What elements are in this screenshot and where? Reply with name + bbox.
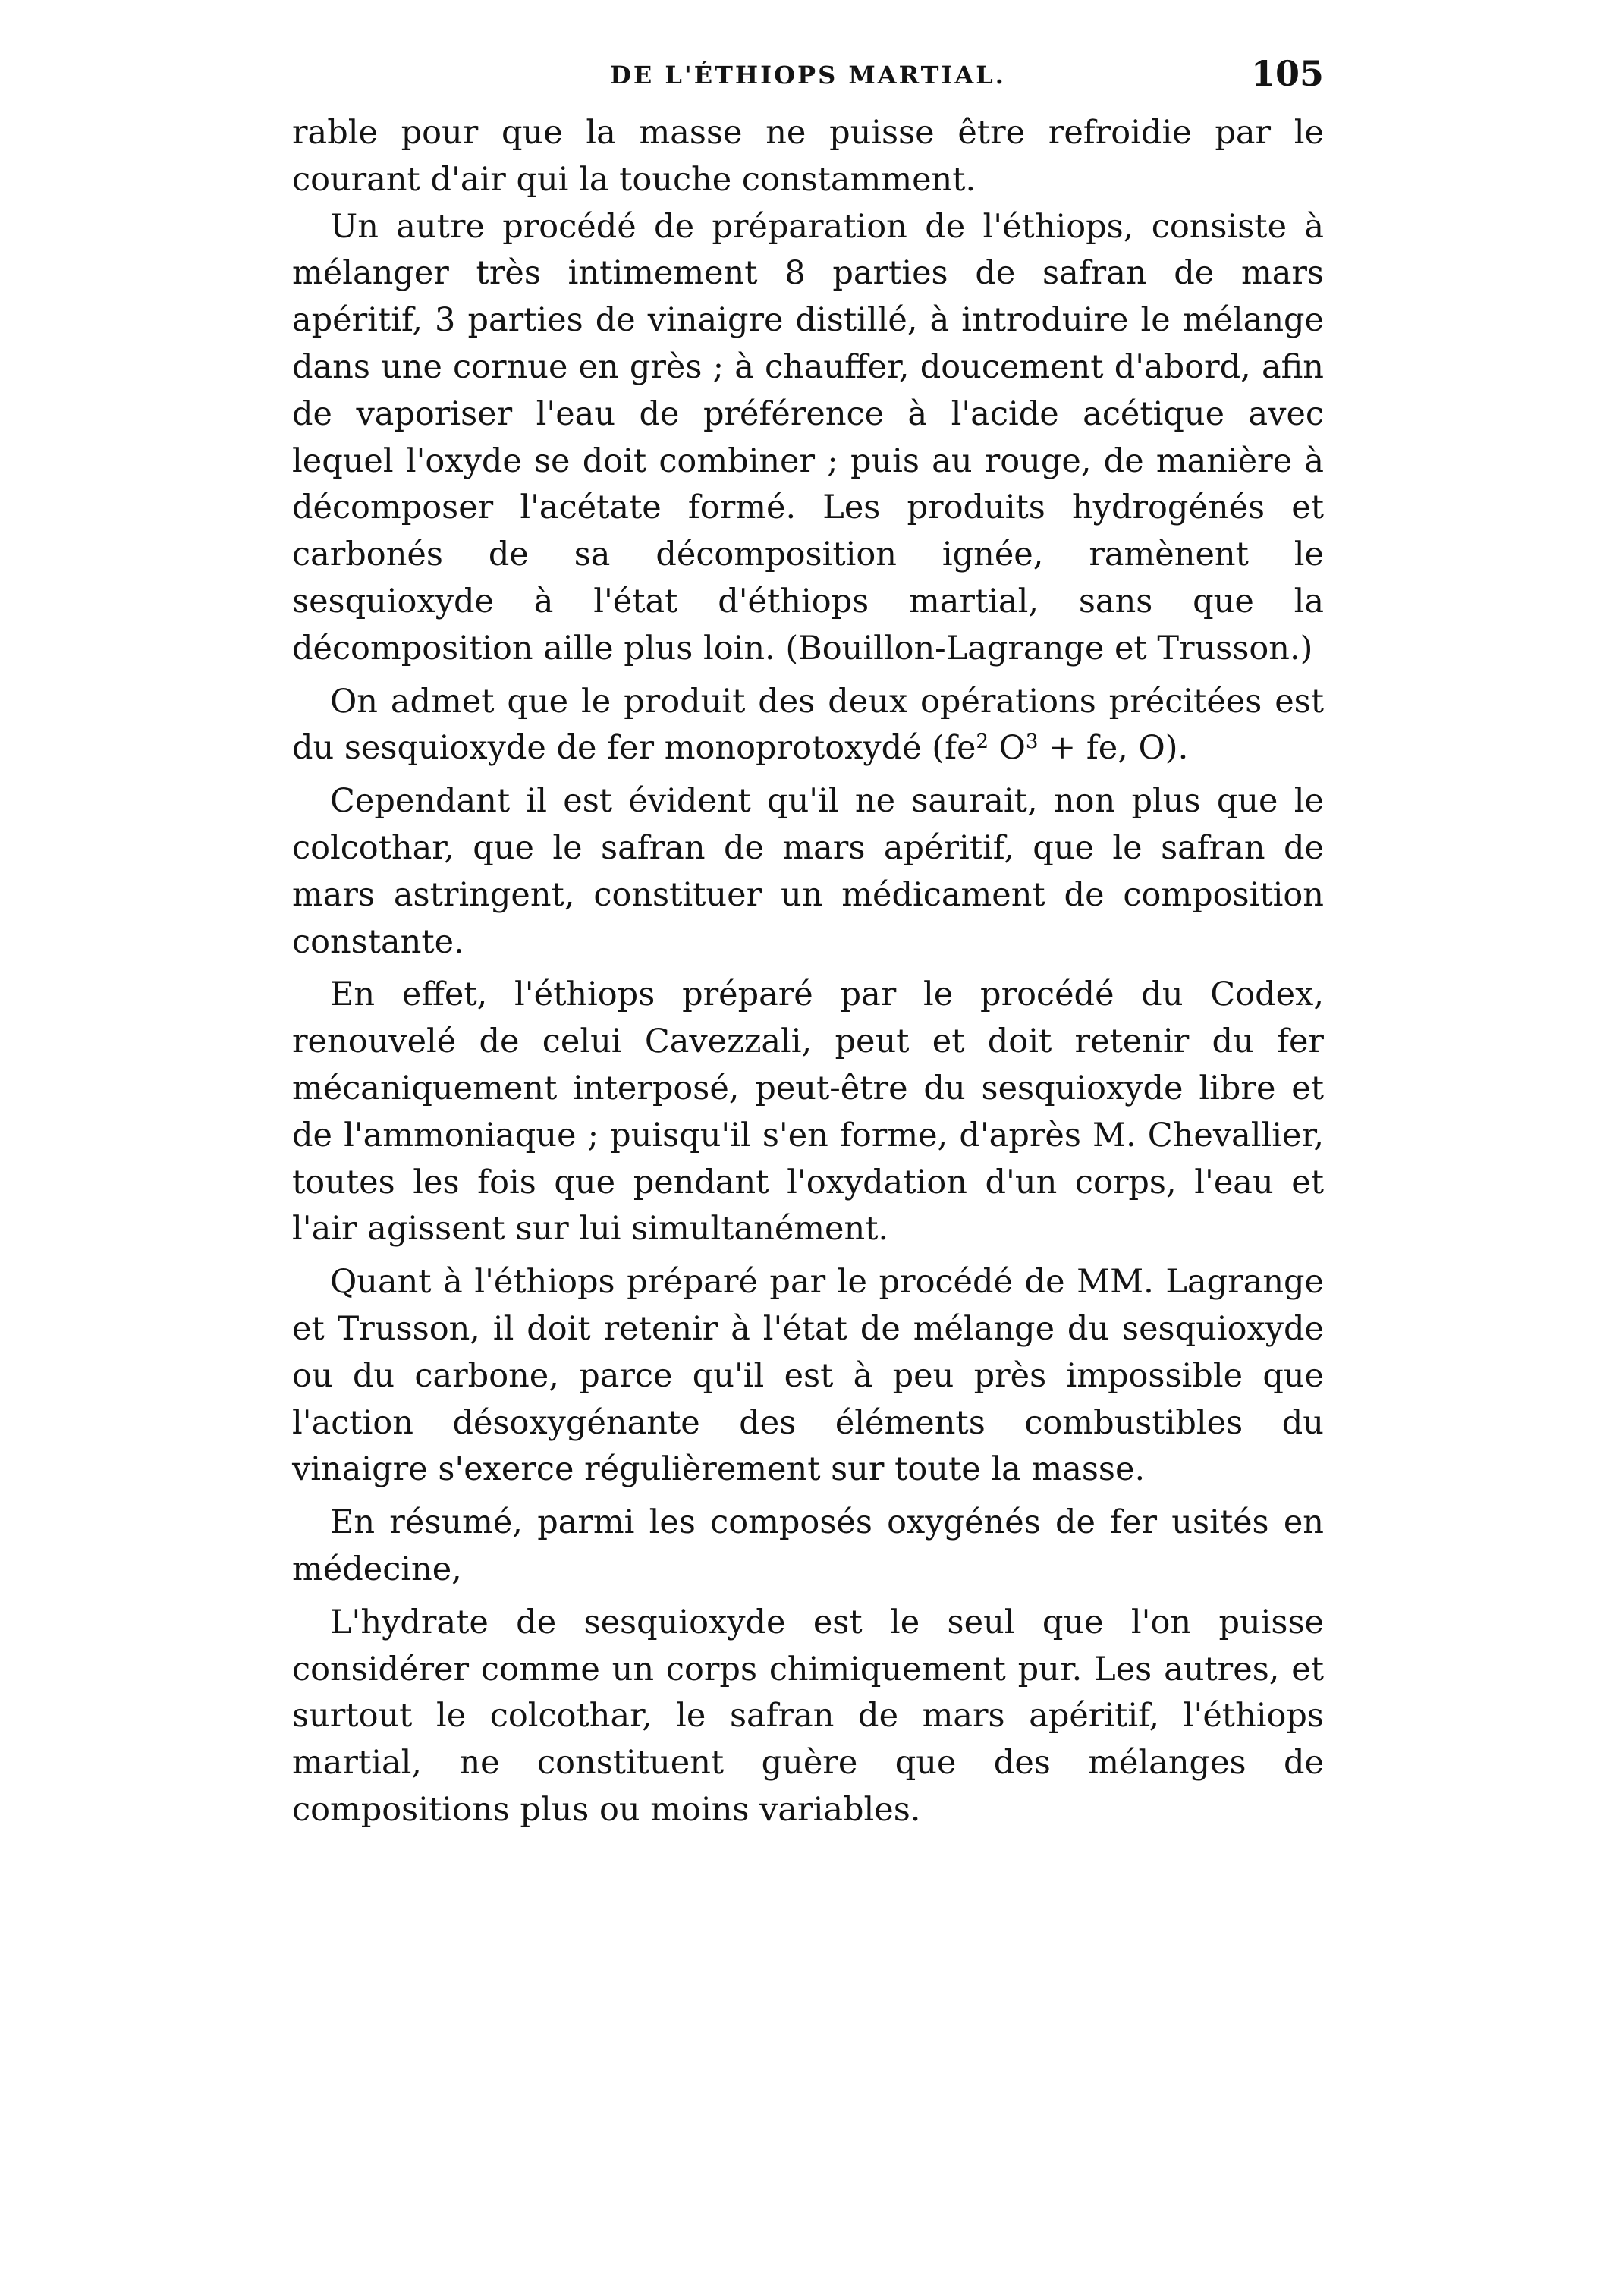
paragraph-3-text-c: + fe, O).: [1038, 729, 1189, 768]
paragraph-3: [292, 679, 1324, 773]
paragraph-7: En résumé, parmi les composés oxygénés de fer usités en médecine,: [292, 1503, 1324, 1588]
paragraph-3-text-b: O: [989, 729, 1026, 768]
running-title: DE L'ÉTHIOPS MARTIAL.: [610, 61, 1006, 90]
body-text: [292, 110, 1324, 1834]
superscript-2: 2: [976, 730, 989, 754]
running-header: [292, 53, 1324, 99]
paragraph-1: rable pour que la masse ne puisse être refroidie par le courant d'air qui la touche constamment.: [292, 114, 1324, 199]
superscript-3: 3: [1025, 730, 1039, 754]
paragraph-3-text-a: On admet que le produit des deux opérations précitées est du sesquioxyde de fer monoprotoxydé (fe: [292, 682, 1324, 768]
page-number: 105: [1250, 53, 1324, 94]
paragraph-4: Cependant il est évident qu'il ne saurait, non plus que le colcothar, que le safran de mars apéritif, que le safran de mars astringent, constituer un médicament de composition constante.: [292, 782, 1324, 961]
paragraph-5: En effet, l'éthiops préparé par le procédé du Codex, renouvelé de celui Cavezzali, peut et doit retenir du fer mécaniquement interposé, peut-être du sesquioxyde libre et de l'ammoniaque ; puisqu'il s'en forme, d'après M. Chevallier, toutes les fois que pendant l'oxydation d'un corps, l'eau et l'air agissent sur lui simultanément.: [292, 975, 1324, 1249]
paragraph-2: Un autre procédé de préparation de l'éthiops, consiste à mélanger très intimement 8 parties de safran de mars apéritif, 3 parties de vinaigre distillé, à introduire le mélange dans une cornue en grès ; à chauffer, doucement d'abord, afin de vaporiser l'eau de préférence à l'acide acétique avec lequel l'oxyde se doit combiner ; puis au rouge, de manière à décomposer l'acétate formé. Les produits hydrogénés et carbonés de sa décomposition ignée, ramènent le sesquioxyde à l'état d'éthiops martial, sans que la décomposition aille plus loin. (Bouillon-Lagrange et Trusson.): [292, 207, 1324, 667]
paragraph-8: L'hydrate de sesquioxyde est le seul que l'on puisse considérer comme un corps chimiquement pur. Les autres, et surtout le colcothar, le safran de mars apéritif, l'éthiops martial, ne constituent guère que des mélanges de compositions plus ou moins variables.: [292, 1603, 1324, 1829]
paragraph-6: Quant à l'éthiops préparé par le procédé de MM. Lagrange et Trusson, il doit retenir à l'état de mélange du sesquioxyde ou du carbone, parce qu'il est à peu près impossible que l'action désoxygénante des éléments combustibles du vinaigre s'exerce régulièrement sur toute la masse.: [292, 1263, 1324, 1489]
